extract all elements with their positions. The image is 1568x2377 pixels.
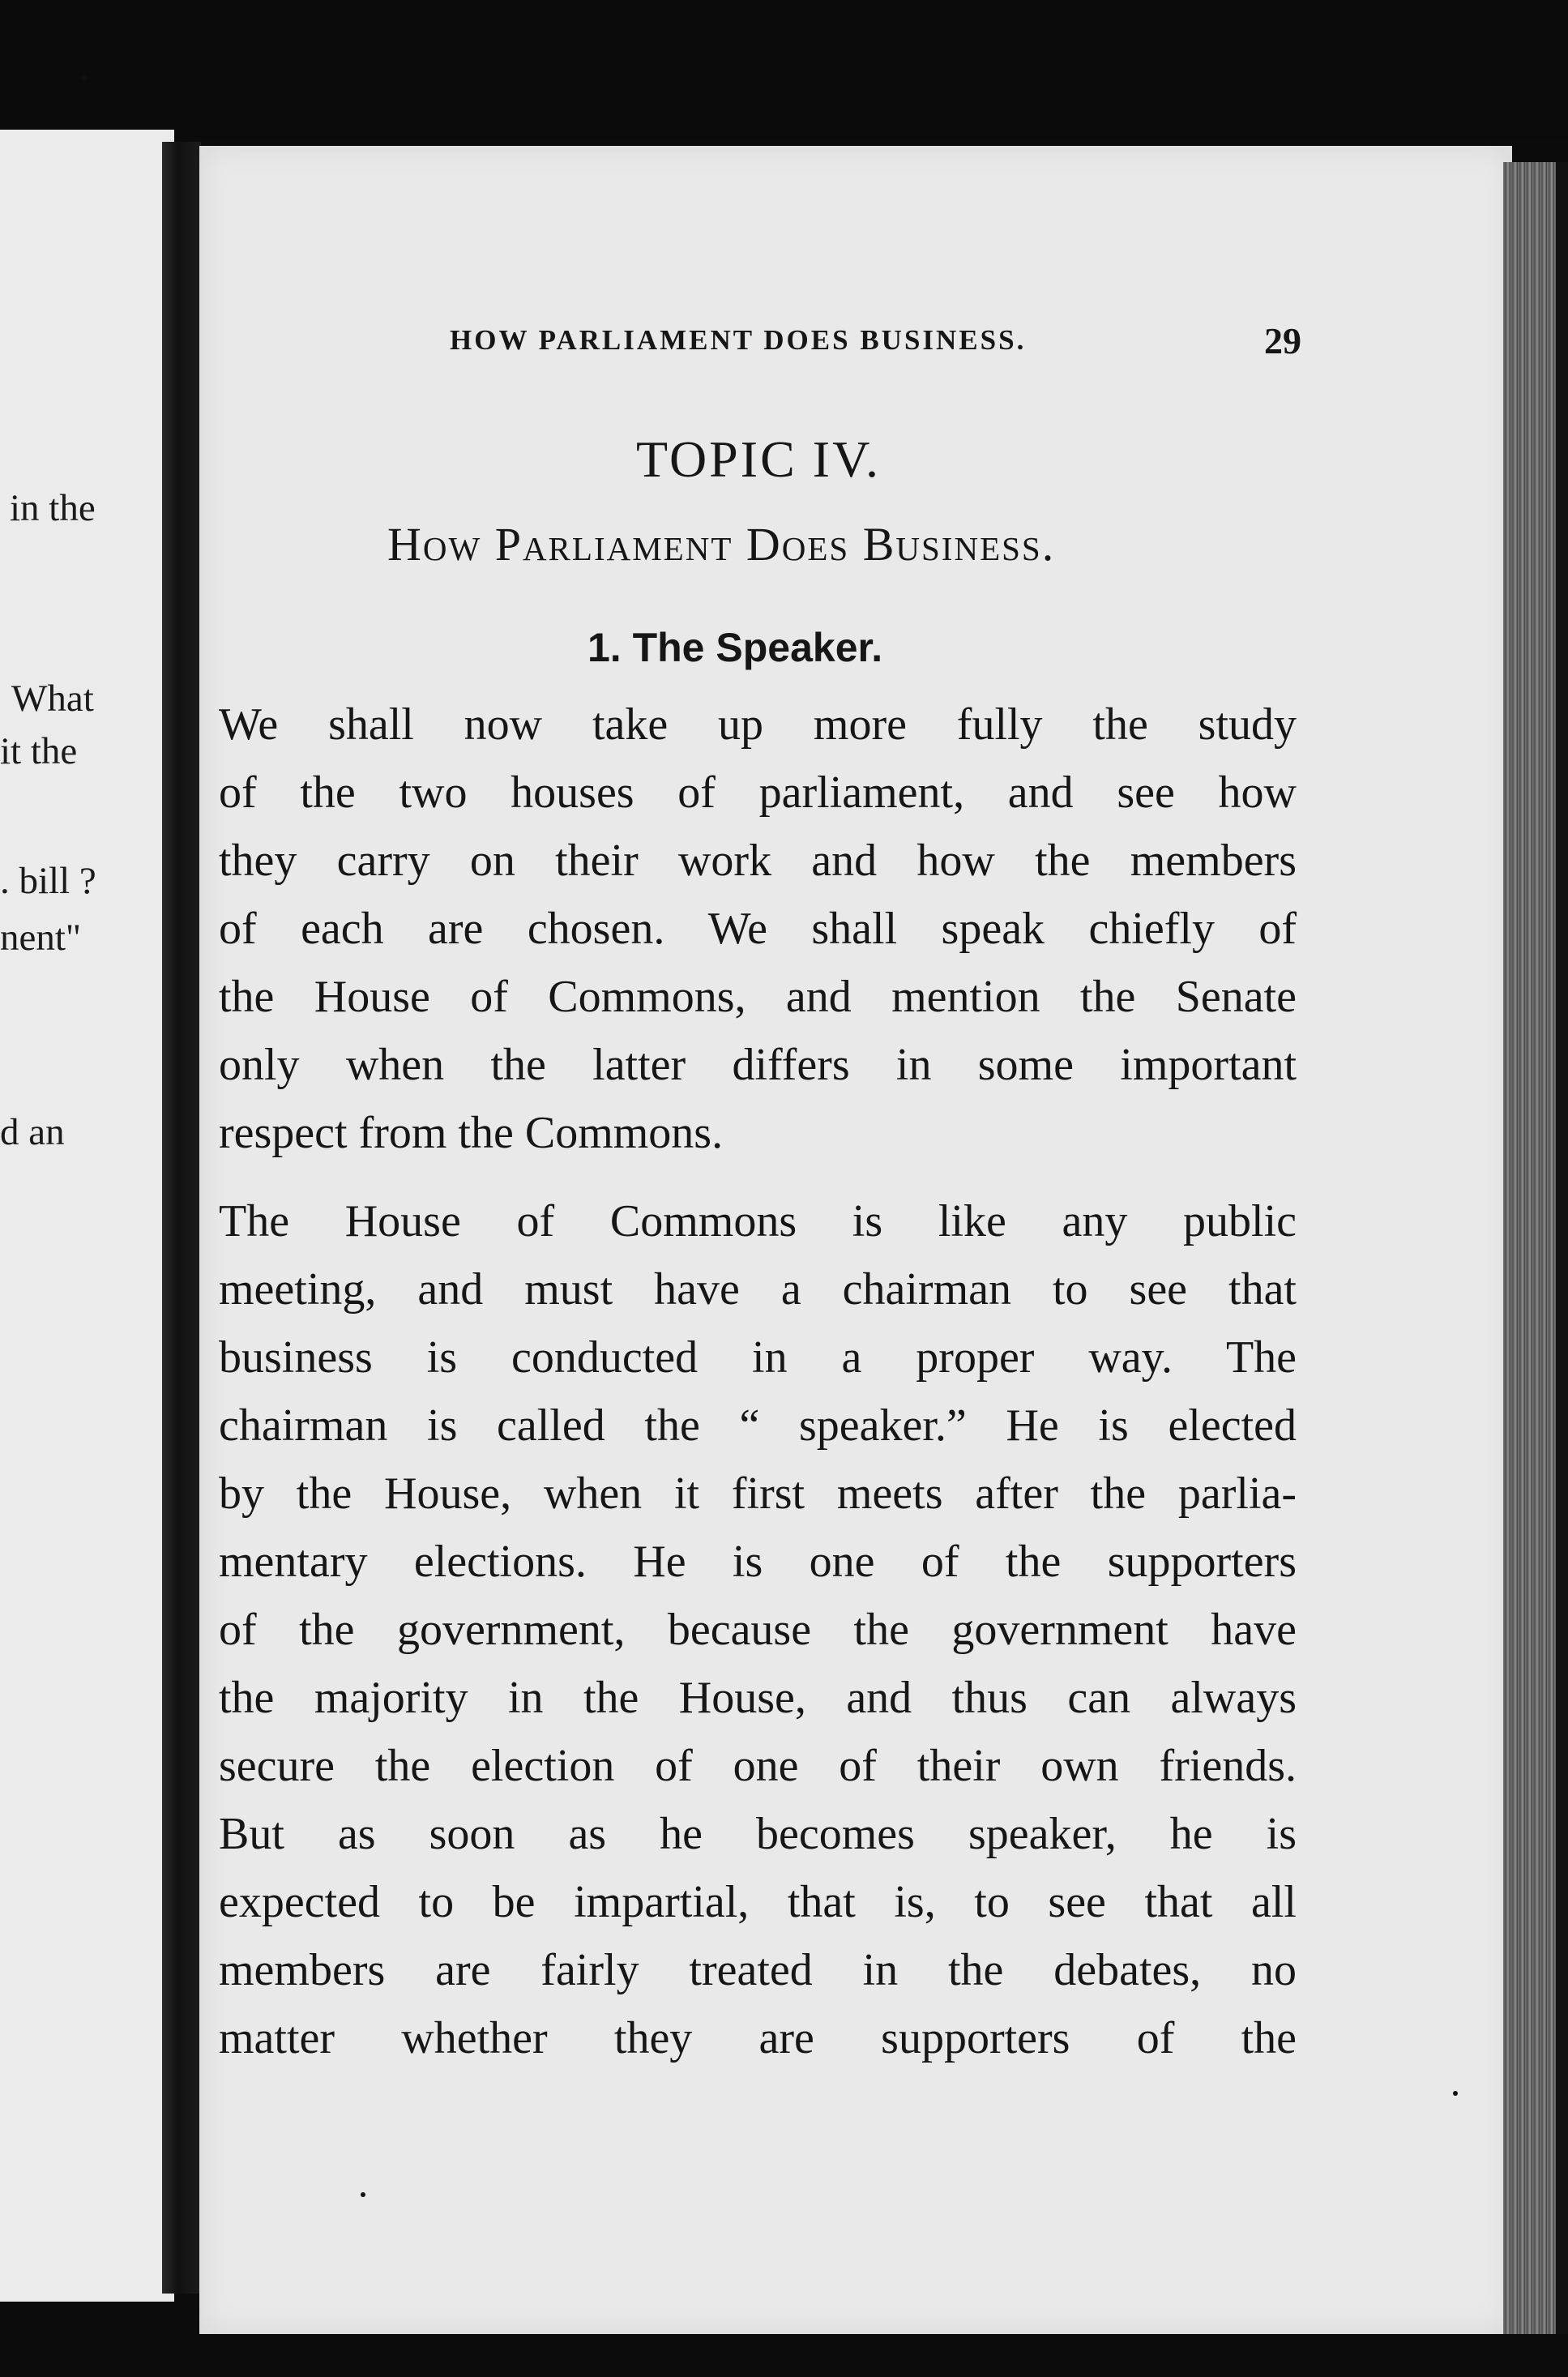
text-line: of each are chosen. We shall speak chiefly of	[219, 904, 1297, 954]
text-line: business is conducted in a proper way. The	[219, 1332, 1297, 1383]
section-heading: 1. The Speaker.	[587, 625, 883, 670]
text-line: members are fairly treated in the debates, no	[219, 1945, 1297, 1995]
book-gutter	[162, 142, 201, 2294]
text-line: of the government, because the government have	[219, 1605, 1297, 1655]
facing-page-fragment: nent"	[0, 917, 82, 959]
text-line: meeting, and must have a chairman to see that	[219, 1264, 1297, 1315]
paragraph-1	[219, 690, 1297, 1167]
facing-page-fragment: . bill ?	[0, 860, 96, 902]
text-line: chairman is called the “ speaker.” He is elected	[219, 1400, 1297, 1451]
text-line: The House of Commons is like any public	[219, 1196, 1297, 1246]
scan-speck	[361, 2192, 365, 2197]
facing-page-fragment: What	[11, 678, 94, 720]
text-line: mentary elections. He is one of the supporters	[219, 1537, 1297, 1587]
scan-speck	[81, 75, 88, 81]
scan-top-border	[0, 0, 1568, 138]
topic-heading: TOPIC IV.	[636, 430, 882, 488]
text-line: by the House, when it first meets after the parlia-	[219, 1469, 1297, 1519]
text-line: only when the latter differs in some important	[219, 1040, 1297, 1090]
text-line: respect from the Commons.	[219, 1108, 724, 1158]
facing-page-fragment: in the	[10, 487, 96, 529]
text-line: they carry on their work and how the members	[219, 836, 1297, 886]
text-line: the majority in the House, and thus can always	[219, 1673, 1297, 1723]
page-fore-edge-shadow	[1556, 162, 1568, 2334]
text-line: expected to be impartial, that is, to see that all	[219, 1877, 1297, 1927]
running-head-title: HOW PARLIAMENT DOES BUSINESS.	[450, 324, 1027, 356]
text-line: secure the election of one of their own friends.	[219, 1741, 1297, 1791]
text-line: the House of Commons, and mention the Senate	[219, 972, 1297, 1022]
text-line: of the two houses of parliament, and see how	[219, 767, 1297, 818]
facing-page-fragment: d an	[0, 1111, 65, 1153]
scan-speck	[1453, 2091, 1458, 2096]
text-line: But as soon as he becomes speaker, he is	[219, 1809, 1297, 1859]
facing-page-fragment: it the	[0, 730, 78, 772]
page-number: 29	[1264, 320, 1301, 361]
text-line: matter whether they are supporters of the	[219, 2013, 1297, 2063]
facing-page	[0, 130, 174, 2302]
text-line: We shall now take up more fully the study	[219, 699, 1297, 750]
chapter-title: How Parliament Does Business.	[387, 518, 1056, 571]
paragraph-2	[219, 1187, 1297, 2072]
